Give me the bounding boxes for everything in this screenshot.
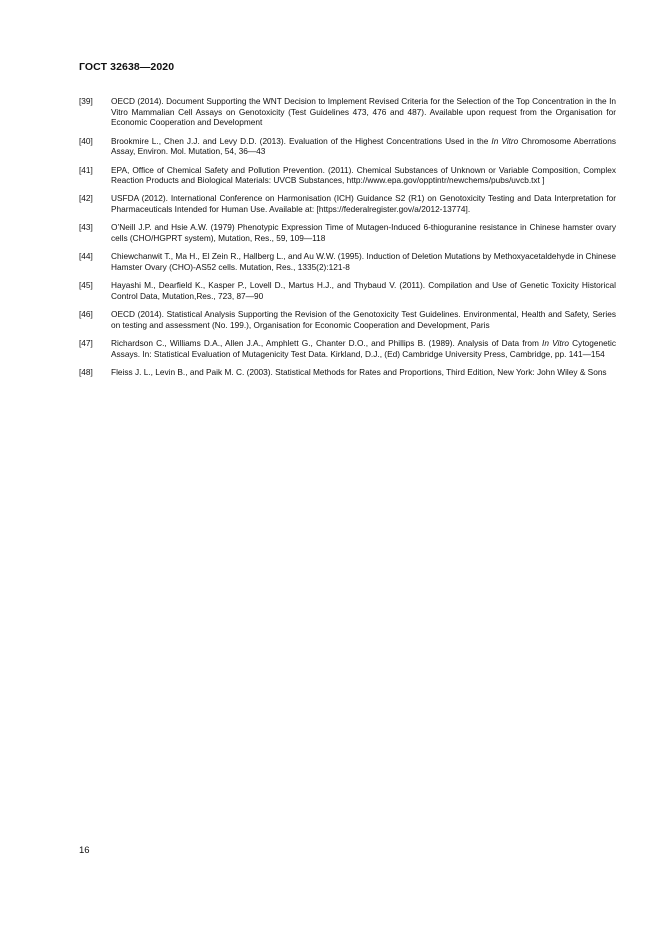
reference-item	[79, 309, 616, 330]
reference-item	[79, 96, 616, 128]
reference-number: [40]	[79, 135, 93, 146]
reference-text-segment: OECD (2014). Statistical Analysis Supporting the Revision of the Genotoxicity Test Guidelines. Environmental, Health and Safety, Series on testing and assessment (No. 199.), Organisation for Economic Cooperation and Development, Paris	[111, 309, 616, 330]
reference-item	[79, 136, 616, 157]
reference-text-segment: Cytogenetic Assays. In: Statistical Evaluation of Mutagenicity Test Data. Kirkland, D.J., (Ed) Cambridge University Press, Cambridge, pp. 141—154	[111, 337, 616, 359]
reference-text	[111, 96, 616, 128]
reference-text-segment: Brookmire L., Chen J.J. and Levy D.D. (2013). Evaluation of the Highest Concentrations Used in the	[111, 135, 492, 146]
reference-text	[111, 251, 616, 272]
reference-text-segment: USFDA (2012). International Conference on Harmonisation (ICH) Guidance S2 (R1) on Genotoxicity Testing and Data Interpretation for Pharmaceuticals Intended for Human Use. Available at: [https://federalregister.gov/a/2012-13774].	[111, 193, 616, 215]
reference-text-italic: In Vitro	[542, 337, 570, 348]
reference-text-segment: OECD (2014). Document Supporting the WNT Decision to Implement Revised Criteria for the Selection of the Top Concentration in the In Vitro Mammalian Cell Assays on Genotoxicity (Test Guidelines 473, 476 and 487). Available upon request from the Organisation for Economic Cooperation and Development	[111, 96, 616, 128]
reference-item	[79, 367, 616, 378]
reference-number: [47]	[79, 337, 93, 348]
reference-number: [39]	[79, 96, 93, 106]
page-number: 16	[79, 845, 90, 856]
reference-text-segment: EPA, Office of Chemical Safety and Pollution Prevention. (2011). Chemical Substances of Unknown or Variable Composition, Complex Reaction Products and Biological Materials: UVCB Substances, http://www.epa.gov/opptintr/newchems/pubs/uvcb.txt ]	[111, 164, 616, 186]
reference-number: [45]	[79, 280, 93, 291]
reference-number: [48]	[79, 366, 93, 377]
reference-text	[111, 165, 616, 186]
reference-number: [46]	[79, 309, 93, 320]
reference-text-segment: Fleiss J. L., Levin B., and Paik M. C. (2003). Statistical Methods for Rates and Proportions, Third Edition, New York: John Wiley & Sons	[111, 366, 607, 377]
reference-number: [43]	[79, 222, 93, 233]
reference-text	[111, 193, 616, 214]
reference-text	[111, 309, 616, 330]
reference-item	[79, 165, 616, 186]
reference-item	[79, 251, 616, 272]
reference-text	[111, 222, 616, 243]
reference-text-segment: Chromosome Aberrations Assay, Environ. Mol. Mutation, 54, 36—43	[111, 135, 616, 157]
reference-text-segment: O’Neill J.P. and Hsie A.W. (1979) Phenotypic Expression Time of Mutagen-Induced 6-thioguranine resistance in Chinese hamster ovary cells (CHO/HGPRT system), Mutation, Res., 59, 109—118	[111, 222, 616, 244]
reference-number: [41]	[79, 164, 93, 175]
reference-text	[111, 367, 616, 378]
reference-text	[111, 338, 616, 359]
page-header: ГОСТ 32638—2020	[79, 61, 175, 73]
reference-item	[79, 338, 616, 359]
reference-text-italic: In Vitro	[491, 135, 519, 146]
reference-text-segment: Hayashi M., Dearfield K., Kasper P., Lovell D., Martus H.J., and Thybaud V. (2011). Compilation and Use of Genetic Toxicity Historical Control Data, Mutation,Res., 723, 87—90	[111, 280, 616, 301]
reference-list	[79, 96, 616, 385]
reference-text-segment: Chiewchanwit T., Ma H., El Zein R., Hallberg L., and Au W.W. (1995). Induction of Deletion Mutations by Methoxyacetaldehyde in Chinese Hamster Ovary (CHO)-AS52 cells. Mutation, Res., 1335(2):121-8	[111, 251, 616, 272]
reference-text-segment: Richardson C., Williams D.A., Allen J.A., Amphlett G., Chanter D.O., and Phillips B. (1989). Analysis of Data from	[111, 337, 543, 348]
reference-text	[111, 136, 616, 157]
reference-number: [42]	[79, 193, 93, 204]
reference-text	[111, 280, 616, 301]
reference-item	[79, 280, 616, 301]
reference-number: [44]	[79, 251, 93, 262]
reference-item	[79, 222, 616, 243]
reference-item	[79, 193, 616, 214]
